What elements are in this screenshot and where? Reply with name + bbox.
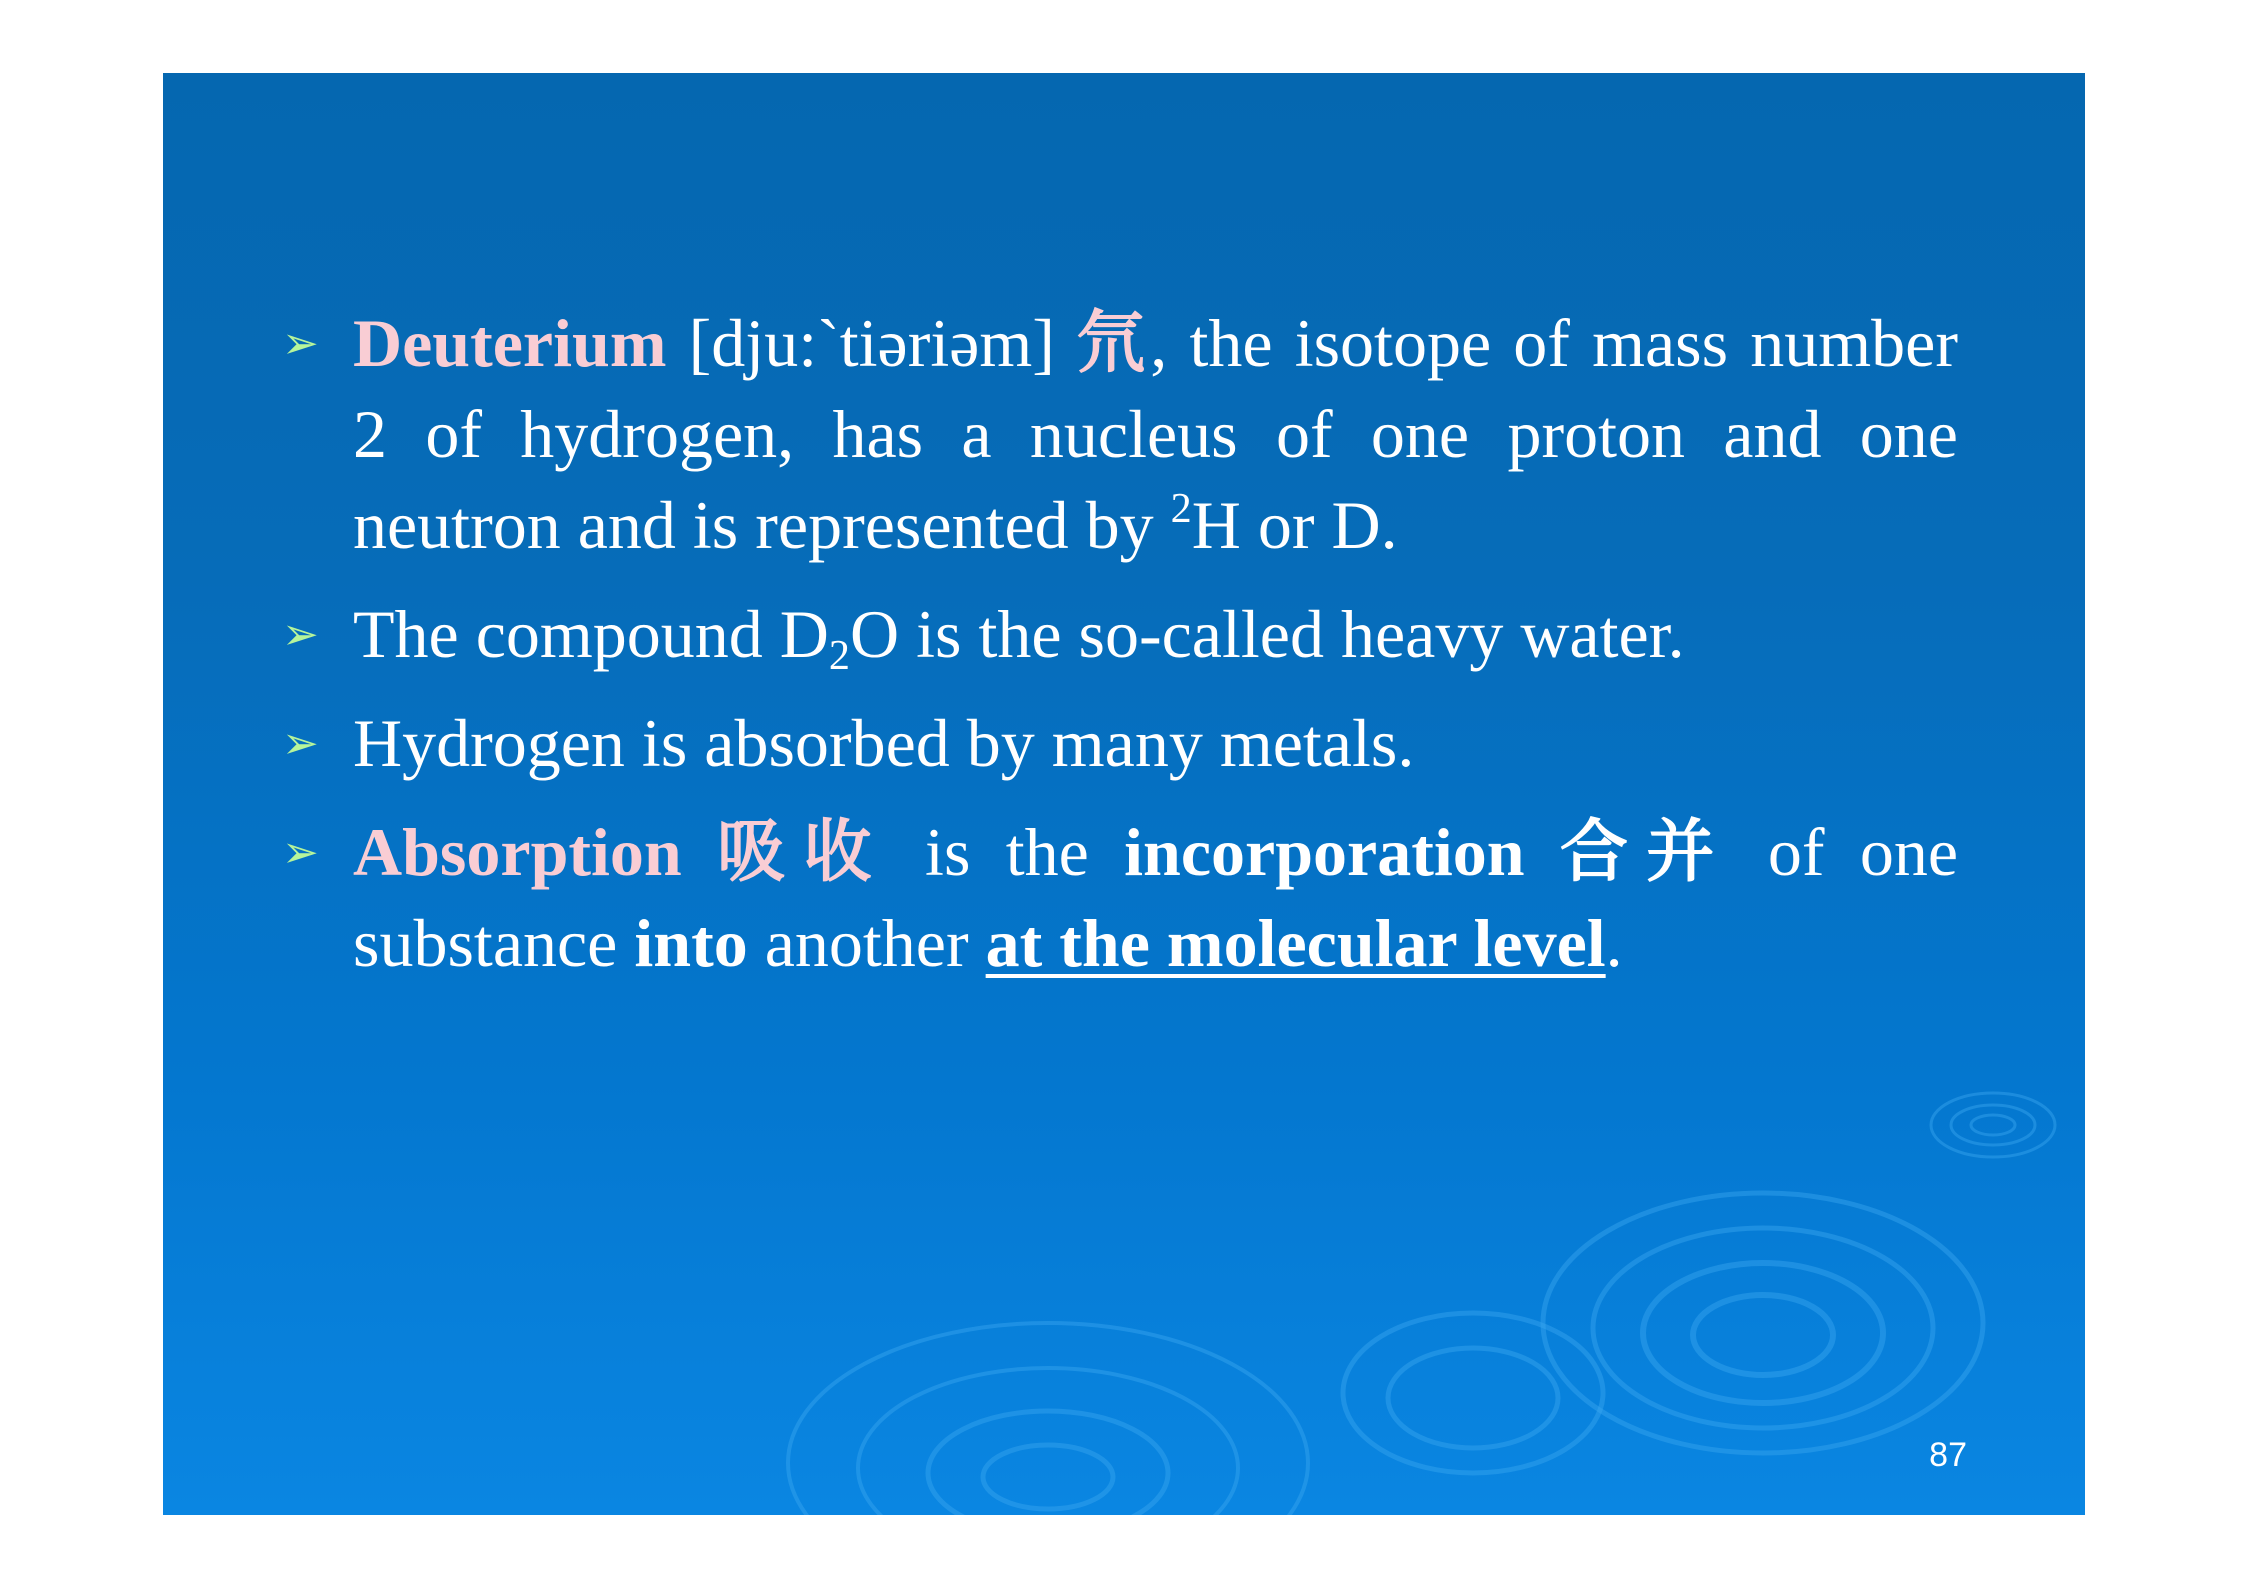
pronunciation: [dju:`tiəriəm]: [688, 305, 1055, 381]
arrowhead-bullet-icon: ➢: [282, 318, 319, 369]
term-into: into: [634, 905, 748, 981]
bullet-text: The compound D: [353, 596, 829, 672]
chinese-term: 氘: [1077, 304, 1151, 383]
bullet-list: [278, 298, 1958, 989]
bullet-text-period: .: [1605, 905, 1623, 981]
bullet-text: , the isotope of mass number 2 of hydrogen, has a nucleus of one proton and one neutron and is represented by: [353, 305, 1958, 563]
bullet-text-another: another: [764, 905, 969, 981]
bullet-text-middle: of one substance: [353, 814, 1959, 981]
slide: [163, 73, 2085, 1515]
superscript: 2: [1170, 484, 1192, 532]
bullet-metals: [278, 698, 1958, 789]
bullet-heavy-water: [278, 589, 1958, 680]
bullet-text: Hydrogen is absorbed by many metals.: [353, 705, 1415, 781]
bullet-deuterium: [278, 298, 1958, 571]
bullet-absorption: [278, 807, 1958, 989]
bullet-text-end: O is the so-called heavy water.: [849, 596, 1685, 672]
chinese-term-bold: 合并: [1559, 813, 1733, 892]
term-absorption: Absorption: [353, 814, 682, 890]
term-incorporation: incorporation: [1124, 814, 1525, 890]
subscript: 2: [828, 631, 850, 679]
arrowhead-bullet-icon: ➢: [282, 609, 319, 660]
underlined-phrase: at the molecular level: [985, 905, 1606, 981]
page-number: 87: [1929, 1436, 1967, 1474]
chinese-term: 吸收: [717, 813, 890, 892]
bullet-text: is the: [925, 814, 1089, 890]
bullet-text-end: H or D.: [1191, 487, 1398, 563]
term-deuterium: Deuterium: [353, 305, 667, 381]
arrowhead-bullet-icon: ➢: [282, 718, 319, 769]
arrowhead-bullet-icon: ➢: [282, 827, 319, 878]
